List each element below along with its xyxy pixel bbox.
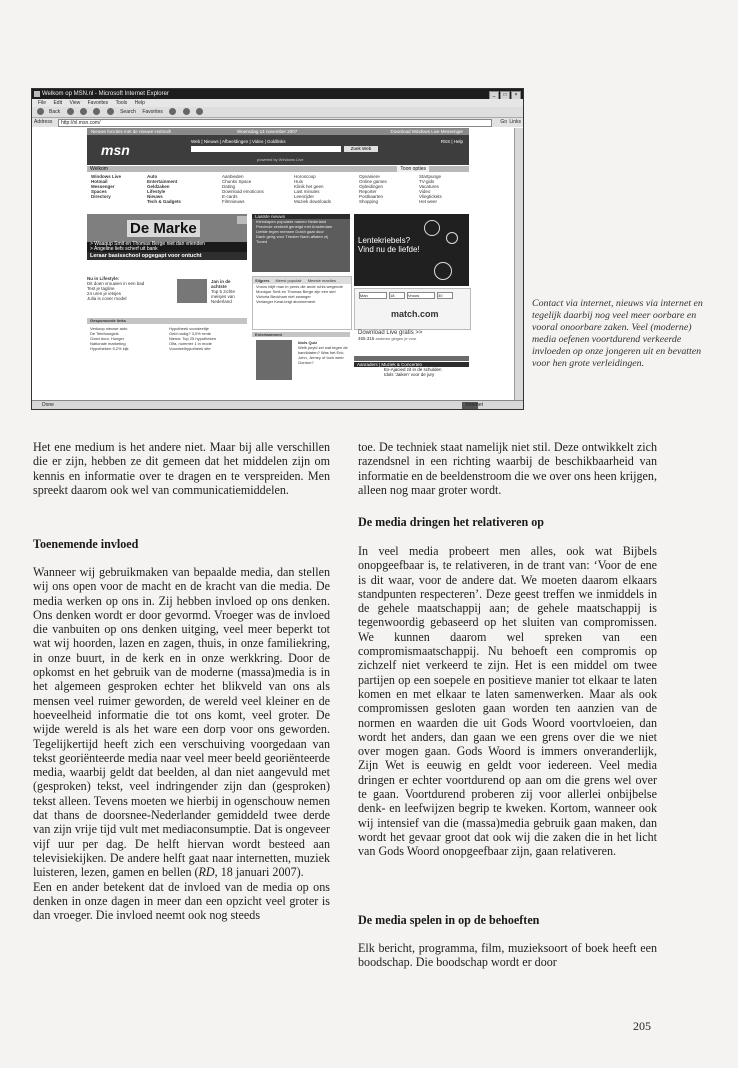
msn-logo[interactable]: msn [101, 142, 130, 158]
left-column [33, 440, 330, 497]
match-search-form [354, 288, 471, 330]
banner-link[interactable]: > Angeline liefs scherf uit bank [90, 246, 158, 252]
match-seek-select[interactable]: Vrouw [407, 292, 435, 299]
address-label: Address [34, 119, 53, 125]
recommendation-item[interactable]: Ex-Ajacied zit in de schulden [384, 367, 442, 372]
sponsored-link[interactable]: Geld nodig? 3,0% rente [169, 331, 212, 336]
channel-column [419, 174, 442, 204]
match-age-to-select[interactable]: 30 [437, 292, 453, 299]
minimize-button[interactable]: _ [489, 91, 499, 100]
left-column-body [33, 565, 330, 922]
sponsored-link[interactable]: Nieuw: Top 25 hypotheken [169, 336, 217, 341]
channel-link[interactable]: Muziek downloads [294, 199, 332, 204]
latest-news-box [252, 214, 350, 272]
lifestyle-item[interactable]: Dit doen vrouwen in een bad [87, 281, 145, 286]
latest-news-header: Laatste nieuws [252, 214, 350, 219]
channel-link[interactable]: Vacatures [419, 184, 439, 189]
sponsored-column [90, 326, 128, 351]
channel-link[interactable]: Huis [294, 179, 304, 184]
window-title: Welkom op MSN.nl - Microsoft Internet Explorer [42, 91, 169, 97]
section-heading: Toenemende invloed [33, 537, 139, 551]
news-banner[interactable] [87, 214, 247, 252]
channel-link[interactable]: Horoscoop [294, 174, 316, 179]
channel-link[interactable]: Chunks Space [222, 179, 252, 184]
channel-link[interactable]: Filmnieuws [222, 199, 245, 204]
mail-icon[interactable] [183, 108, 190, 115]
channel-link[interactable]: Directory [91, 194, 111, 199]
quiz-text: Welk juryid zei wat tegen de kandidaten? Was het Eric, John, Jerney of toch weer Gordon? [298, 345, 348, 365]
show-options-button[interactable]: Toon opties [397, 166, 429, 172]
search-input[interactable] [191, 146, 341, 152]
live-download [354, 330, 469, 354]
banner-brand: De Marke [127, 220, 200, 237]
sponsored-links-header: Gesponsorde links [87, 318, 247, 324]
maximize-button[interactable]: □ [500, 91, 510, 100]
channel-link[interactable]: Opleidingen [359, 184, 384, 189]
bubble-graphic [446, 232, 458, 244]
download-count-text: anderen gingen je voor [375, 336, 417, 341]
promo-line: Vind nu de liefde! [358, 245, 420, 254]
channel-link[interactable]: Leenrijder [294, 194, 315, 199]
print-icon[interactable] [196, 108, 203, 115]
back-icon[interactable] [37, 108, 44, 115]
popular-item[interactable]: Monique Smit en Thomas Berge zijn een stel [256, 289, 336, 294]
match-age-select[interactable]: 18 [389, 292, 405, 299]
banner-link[interactable]: > Waaqup Smit en Thomas Berge niet dan vrienden [90, 241, 205, 247]
news-item[interactable]: Dach geirg voor Theater Nach-aflaten zij [256, 234, 328, 239]
channel-column [222, 174, 264, 204]
channel-link[interactable]: Nieuws [147, 194, 163, 199]
banner-links [87, 242, 247, 252]
promo-line: Lentekriebels? [358, 236, 411, 245]
download-count-value: 455.316 [358, 336, 375, 341]
refresh-icon[interactable] [93, 108, 100, 115]
status-zone: Internet [466, 402, 483, 408]
feature-line: Top 5 zichte [211, 289, 236, 294]
image-caption: Contact via internet, nieuws via internet en tegelijk daarbij nog veel meer oorbare en vooral onoorbare zaken. Veel (moderne) media oefenen voortdurend verkeerde invloeden op onze jongeren uit en bevatten voor hen grote verleidingen. [532, 298, 703, 369]
channel-link[interactable]: Shopping [359, 199, 379, 204]
close-button[interactable]: × [511, 91, 521, 100]
channel-link[interactable]: Online games [359, 179, 387, 184]
popular-tabs [253, 277, 351, 284]
channel-column [147, 174, 181, 204]
welcome-title: Welkom [90, 166, 108, 172]
menu-file[interactable]: File [38, 100, 47, 106]
paragraph: In veel media probeert men alles, ook wat Bijbels onopgeefbaar is, te relativeren, in de trant van: ‘Voor de ene is dit waar, voor de andere dat. We moeten daarom elkaars standpunten respecteren’. Deze geest treffen we inmiddels in de gehele maatschappij aan; de gehele maatschappij is tegenwoordig gebaseerd op het sluiten van compromissen. We kunnen daarom wel spreken van een compromismaatschappij. Nu behoeft een compromis op zichzelf niet verkeerd te zijn. Het is een middel om twee partijen op een soepele en positieve manier tot elkaar te laten komen en met elkaar te laten samenwerken. Maar als ook compromissen gesloten gaan worden ten aanzien van de normen en waarden die uit Gods Woord voortvloeien, dan wordt het anders, dan gaan we een grens over die we niet over mogen gaan. Gods Woord is immers onveranderlijk, Zijn Wet is eeuwig en geldt voor iedereen. Veel media dringen er echter voortdurend op aan om die grens wel over te gaan. Voortdurend proberen zij voor allerlei onbijbelse denk- en leefwijzen begrip te kweken. Kortom, wanneer ook wij intensief van die (massa)media gebruik gaan maken, dan wordt het gevaar groot dat ook wij die zaken die in het licht van Gods Woord onopgeefbaar zijn, gaan relativeren. [358, 544, 657, 859]
news-item[interactable]: Provincie verdeelt geneigd met Amsterdam [256, 224, 333, 229]
welcome-bar [87, 166, 469, 172]
channel-link[interactable]: TV-gids [419, 179, 435, 184]
msn-date: Woensdag 14 november 2007 [237, 129, 298, 134]
channel-link[interactable]: Windows Live [91, 174, 121, 179]
msn-page [32, 128, 523, 400]
promo-text [358, 236, 420, 254]
channel-link[interactable]: Klinik het geen [294, 184, 324, 189]
forward-icon[interactable] [67, 108, 74, 115]
sponsored-link[interactable]: Voordeelhypotheek site [169, 346, 211, 351]
entertainment-photo[interactable] [256, 340, 292, 380]
channel-link[interactable]: Download emoticons [222, 189, 264, 194]
channel-link[interactable]: E-cards [222, 194, 238, 199]
lifestyle-item[interactable]: Test je tagline [87, 286, 115, 291]
channel-links [87, 174, 469, 210]
channel-link[interactable]: Geldzaken [147, 184, 170, 189]
paragraph: Een en ander betekent dat de invloed van de media op ons denken in onze dagen in meer dan een opzicht veel groter is dan vroeger. Die invloed neemt ook nog steeds [33, 879, 330, 923]
menu-favorites[interactable]: Favorites [87, 100, 109, 106]
channel-link[interactable]: Dating [222, 184, 236, 189]
channel-link[interactable]: Het weer [419, 199, 438, 204]
recommendations-box [354, 362, 469, 396]
section-heading: De media spelen in op de behoeften [358, 913, 540, 927]
channel-link[interactable]: Hotmail [91, 179, 108, 184]
section-heading: De media dringen het relativeren op [358, 515, 544, 529]
news-item[interactable]: Kleinkapen populaire namen Nederland [256, 219, 327, 224]
status-text: Done [42, 402, 54, 408]
channel-link[interactable]: Tech & Gadgets [147, 199, 181, 204]
channel-link[interactable]: Reporter [359, 189, 377, 194]
popular-item[interactable]: Verlanger Kwal-brigt abonnement [256, 299, 316, 304]
paragraph: Het ene medium is het andere niet. Maar bij alle verschillen die er zijn, hebben ze dit gemeen dat het middelen zijn om kennis en informatie over te dragen en te verspreiden. Men spreekt daarom ook wel van communicatiemiddelen. [33, 440, 330, 497]
paragraph: Elk bericht, programma, film, muzieksoort of boek heeft een boodschap. Die boodschap wordt er door [358, 941, 657, 970]
feature-line[interactable]: Jan in de achtste [211, 279, 231, 289]
bubble-graphic [434, 262, 452, 280]
entertainment-header: Entertainment [252, 332, 350, 337]
status-bar [32, 400, 523, 410]
sponsored-link[interactable]: Olfa, nummer 1 in mode [169, 341, 212, 346]
channel-link[interactable]: Messenger [91, 184, 115, 189]
ad-slot [237, 216, 247, 224]
paragraph-text: , 18 januari 2007). [214, 865, 304, 880]
channel-link[interactable]: Startpunge [419, 174, 442, 179]
popular-item[interactable]: Victoria Beckham niet zwanger [256, 294, 311, 299]
channel-link[interactable]: Auto [147, 174, 158, 179]
page-number: 205 [633, 1019, 651, 1033]
menu-view[interactable]: View [69, 100, 81, 106]
dating-promo[interactable] [354, 214, 469, 286]
address-input[interactable]: http://nl.msn.com/ [58, 119, 492, 127]
tab-most-comments[interactable]: Meeste reacties [307, 278, 336, 283]
lifestyle-feature [211, 279, 247, 304]
bubble-graphic [424, 220, 440, 236]
feature-line: meisjes van [211, 294, 235, 299]
menu-help[interactable]: Help [134, 100, 145, 106]
quiz-title[interactable]: Idols Quiz [298, 340, 318, 345]
address-bar [32, 118, 523, 127]
paragraph-text: Wanneer wij gebruikmaken van bepaalde media, dan stellen wij ons open voor de macht en de kracht van die media. De media werken op ons in. Zij hebben invloed op ons denken. Ons denken wordt er door gevormd. Vroeger was de invloed die vanbuiten op ons denken uitging, veel meer beperkt tot wat wij hoorden, lazen en zagen, thuis, in onze familiekring, in onze buurt, in de kerk en in onze werkkring. Door de opkomst en het gebruik van de moderne (massa)media is in het algemeen gesproken echter het blikveld van ons als mensen veel ruimer geworden, de wereld veel kleiner en de hoeveelheid informatie die tot ons komt, veel groter. De wijde wereld is als het ware een dorp voor ons geworden. Tegelijkertijd heeft zich een verschuiving voorgedaan van tekst georiënteerde media naar veel meer beeld georiënteerde media, waarbij geldt dat beelden, al dan niet aangevuld met (gesproken) tekst, veel indringender zijn dan (gesproken) tekst alleen. Tevens moeten we hierbij in ogenschouw nemen dat thans de doorsnee-Nederlander gemiddeld twee derde van zijn vrije tijd vult met mediaconsumptie. Dat is ongeveer vijf uur per dag. De helft hiervan wordt besteed aan televisiekijken. De andere helft gaat naar internetten, muziek luisteren, lezen, gamen en bellen ( [33, 565, 330, 880]
sponsored-link[interactable]: De Telefoongids [90, 331, 119, 336]
go-button[interactable]: Go [500, 119, 507, 125]
tab-slijpers[interactable]: Slijpers [255, 278, 270, 283]
channel-column [359, 174, 387, 204]
news-item[interactable]: Liefste tegen mensen Dutch gaat door [256, 229, 324, 234]
search-button[interactable]: Search [120, 109, 136, 115]
channel-link[interactable]: Entertainment [147, 179, 178, 184]
popular-item[interactable]: Vrouw blijft man in penis die ande ruhis wegende [256, 284, 343, 289]
powered-by: powered by Windows Live [257, 157, 304, 162]
download-count [354, 336, 469, 341]
menu-tools[interactable]: Tools [115, 100, 128, 106]
divider [354, 356, 469, 361]
entertainment-box [252, 332, 350, 392]
tab-most-popular[interactable]: Meest populair [275, 278, 302, 283]
msn-header [87, 135, 469, 165]
stop-icon[interactable] [80, 108, 87, 115]
lifestyle-item[interactable]: Julia is cover model [87, 296, 127, 301]
lifestyle-photo[interactable] [177, 279, 207, 303]
vertical-scrollbar[interactable] [514, 128, 523, 400]
sponsored-link[interactable]: Nationale marketing [90, 341, 126, 346]
channel-link[interactable]: Opvaniere [359, 174, 380, 179]
recommendations-tabs[interactable]: Aanraders | Muziek & Concerten [354, 362, 469, 367]
sponsored-link[interactable]: Hypotheken 5,2% kijk [90, 346, 129, 351]
window-titlebar [32, 89, 523, 99]
channel-link[interactable]: Video [419, 189, 431, 194]
lifestyle-item[interactable]: 24 uren je ietsjes [87, 291, 122, 296]
channel-link[interactable]: Lifestyle [147, 189, 166, 194]
msn-top-strip [87, 128, 469, 135]
lifestyle-box [87, 276, 247, 310]
channel-link[interactable]: Aanbieden [222, 174, 244, 179]
lifestyle-title: Nu in Lifestyle: [87, 276, 120, 281]
recommendation-item[interactable]: Idols 'Jaiken' voor de jury [384, 372, 435, 377]
match-logo[interactable]: match.com [391, 309, 439, 319]
menu-bar [32, 99, 523, 107]
links-button[interactable]: Links [509, 119, 521, 125]
sponsored-column [169, 326, 216, 351]
browser-screenshot [31, 88, 524, 410]
channel-link[interactable]: Spaces [91, 189, 107, 194]
citation: RD [198, 865, 215, 880]
sponsored-link[interactable]: Verkoop nieuwe auto [90, 326, 128, 331]
back-button[interactable]: Back [49, 109, 61, 115]
download-live-link[interactable]: Download Live gratis >> [358, 330, 423, 336]
sponsored-link[interactable]: Hypotheek voordeeltje [169, 326, 209, 331]
messenger-download-link[interactable]: Download Windows Live Messenger [390, 129, 463, 134]
browser-toolbar [32, 107, 523, 118]
match-gender-select[interactable]: Man [359, 292, 387, 299]
rss-help-links[interactable]: RSS | Help [440, 139, 463, 144]
right-column-tail [358, 941, 657, 970]
favorites-button[interactable]: Favorites [142, 109, 163, 115]
popular-box [252, 276, 352, 330]
sponsored-links [87, 318, 247, 380]
paragraph: toe. De techniek staat namelijk niet stil. Deze ontwikkelt zich razendsnel in een richting waarbij de beschikbaarheid van informatie en de beeldenstroom die we over ons heen krijgen, alleen nog maar groter wordt. [358, 440, 657, 497]
headline-link[interactable]: Leraar basisschool opgegapt voor ontucht [87, 252, 247, 260]
right-column [358, 440, 657, 497]
search-nav[interactable]: Web | Nieuws | Afbeeldingen | Video | Goldlinks [191, 139, 286, 144]
channel-link[interactable]: Last minutes [294, 189, 320, 194]
home-icon[interactable] [107, 108, 114, 115]
search-web-button[interactable]: Zoek Web [344, 146, 378, 152]
history-icon[interactable] [169, 108, 176, 115]
channel-column [91, 174, 121, 199]
channel-column [294, 174, 331, 204]
channel-link[interactable]: Postkaarten [359, 194, 384, 199]
ie-icon [34, 91, 40, 97]
quiz-block [298, 340, 348, 365]
right-column-body [358, 544, 657, 859]
menu-edit[interactable]: Edit [53, 100, 63, 106]
sponsored-link[interactable]: Goed door, Hunger [90, 336, 125, 341]
feature-line: Nederland [211, 299, 232, 304]
hotmail-promo-link[interactable]: Nieuwe functies met de nieuwe Hotmail! [91, 129, 172, 134]
news-item[interactable]: Tuned [256, 239, 268, 244]
channel-link[interactable]: Vliegtickets [419, 194, 442, 199]
paragraph [33, 565, 330, 880]
